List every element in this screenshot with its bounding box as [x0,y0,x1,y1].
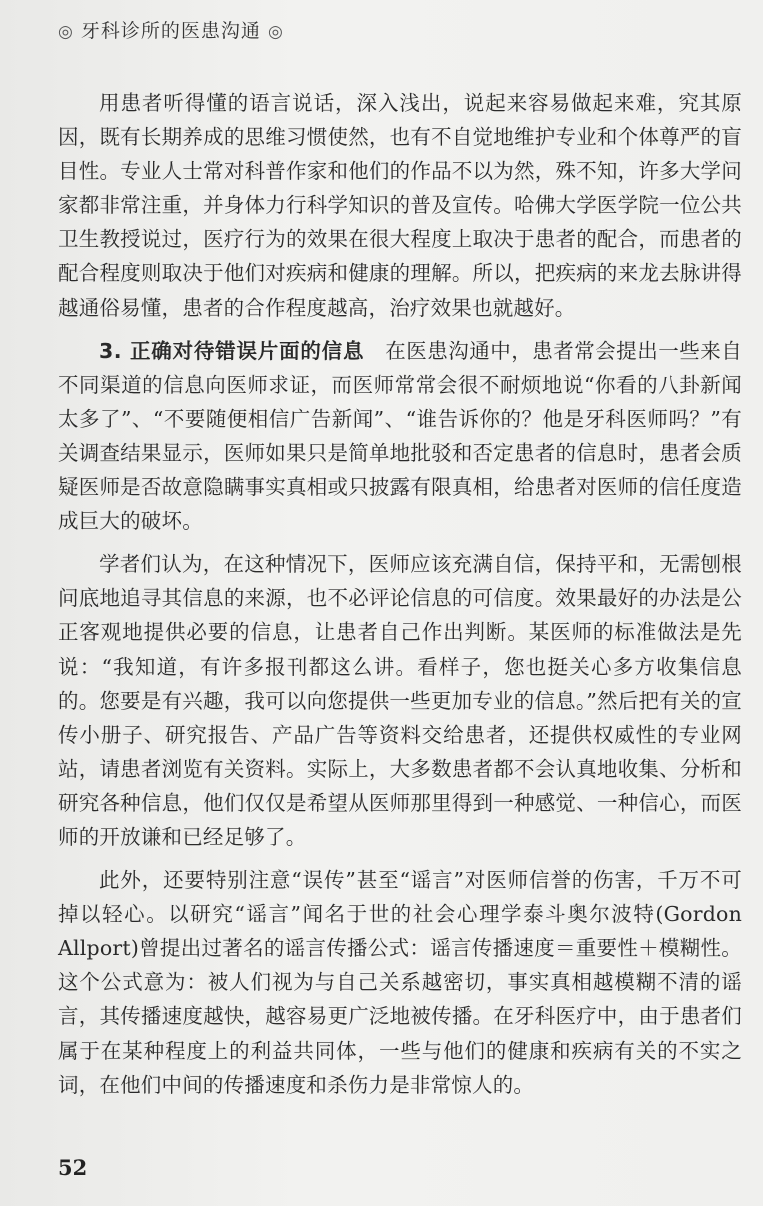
circle-mark-icon: ◎ [58,22,74,42]
paragraph [58,334,742,539]
running-header [58,16,284,43]
paragraph [58,547,742,854]
paragraph [58,863,742,1102]
chapter-title: 牙科诊所的医患沟通 [80,20,261,42]
paragraph-text: 此外，还要特别注意“误传”甚至“谣言”对医师信誉的伤害，千万不可掉以轻心。以研究“谣言”闻名于世的社会心理学泰斗奥尔波特(Gordon Allport)曾提出过著名的谣言传播公式：谣言传播速度＝重要性＋模糊性。这个公式意为：被人们视为与自己关系越密切，事实真相越模糊不清的谣言，其传播速度越快，越容易更广泛地被传播。在牙科医疗中，由于患者们属于在某种程度上的利益共同体，一些与他们的健康和疾病有关的不实之词，在他们中间的传播速度和杀伤力是非常惊人的。 [58,868,742,1097]
paragraph-text: 在医患沟通中，患者常会提出一些来自不同渠道的信息向医师求证，而医师常常会很不耐烦地说“你看的八卦新闻太多了”、“不要随便相信广告新闻”、“谁告诉你的？他是牙科医师吗？”有关调查结果显示，医师如果只是简单地批驳和否定患者的信息时，患者会质疑医师是否故意隐瞒事实真相或只披露有限真相，给患者对医师的信任度造成巨大的破坏。 [58,338,742,534]
paragraph-text: 学者们认为，在这种情况下，医师应该充满自信，保持平和，无需刨根问底地追寻其信息的来源，也不必评论信息的可信度。效果最好的办法是公正客观地提供必要的信息，让患者自己作出判断。某医师的标准做法是先说：“我知道，有许多报刊都这么讲。看样子，您也挺关心多方收集信息的。您要是有兴趣，我可以向您提供一些更加专业的信息。”然后把有关的宣传小册子、研究报告、产品广告等资料交给患者，还提供权威性的专业网站，请患者浏览有关资料。实际上，大多数患者都不会认真地收集、分析和研究各种信息，他们仅仅是希望从医师那里得到一种感觉、一种信心，而医师的开放谦和已经足够了。 [58,552,742,849]
paragraph-text: 用患者听得懂的语言说话，深入浅出，说起来容易做起来难，究其原因，既有长期养成的思维习惯使然，也有不自觉地维护专业和个体尊严的盲目性。专业人士常对科普作家和他们的作品不以为然，殊不知，许多大学问家都非常注重，并身体力行科学知识的普及宣传。哈佛大学医学院一位公共卫生教授说过，医疗行为的效果在很大程度上取决于患者的配合，而患者的配合程度则取决于他们对疾病和健康的理解。所以，把疾病的来龙去脉讲得越通俗易懂，患者的合作程度越高，治疗效果也就越好。 [58,91,742,320]
page-number: 52 [58,1155,88,1180]
body-text [58,86,742,1111]
section-heading: 3. 正确对待错误片面的信息 [99,338,365,363]
circle-mark-icon: ◎ [267,22,284,42]
paragraph [58,86,742,325]
